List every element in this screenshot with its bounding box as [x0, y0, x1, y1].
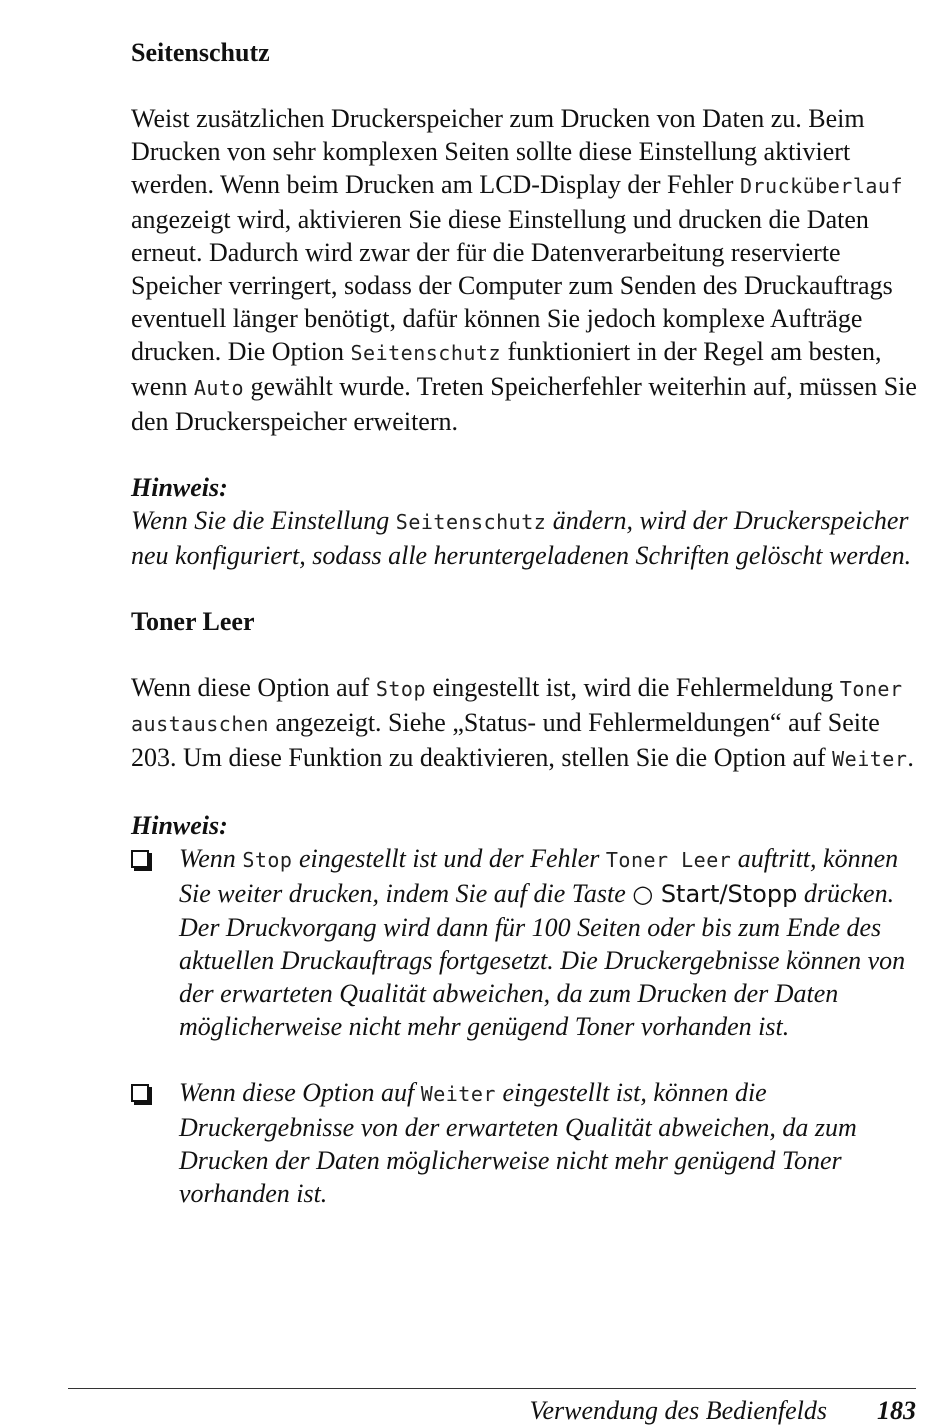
text-run: funktioniert in der Regel am besten, wenn: [131, 337, 882, 401]
text-run: .: [907, 743, 914, 772]
text-run: Wenn: [179, 844, 243, 873]
section-heading-seitenschutz: Seitenschutz: [131, 38, 270, 67]
lcd-message-weiter: Weiter: [420, 1082, 496, 1106]
lcd-message-stop: Stop: [375, 677, 427, 701]
text-run: angezeigt. Siehe „Status- und Fehlermeldungen“ auf Seite 203. Um diese Funktion zu deaktivieren, stellen Sie die Option auf: [131, 708, 880, 772]
text-run: Wenn diese Option auf: [179, 1078, 421, 1107]
note-title: Hinweis:: [131, 473, 228, 502]
lcd-message-weiter: Weiter: [832, 747, 908, 771]
text-run: Wenn diese Option auf: [131, 673, 376, 702]
lcd-message-toner-austauschen: Toner austauschen: [131, 677, 903, 736]
text-run: eingestellt ist, wird die Fehlermeldung: [426, 673, 840, 702]
note-title: Hinweis:: [131, 811, 228, 840]
page-number: 183: [877, 1396, 916, 1425]
page-body: [131, 36, 921, 1210]
lcd-message-stop: Stop: [242, 848, 293, 872]
text-run: auftritt, können Sie weiter drucken, indem Sie auf die Taste: [179, 844, 899, 908]
text-run: ändern, wird der Druckerspeicher neu konfiguriert, sodass alle heruntergeladenen Schriften gelöscht werden.: [131, 506, 912, 570]
list-item: [131, 1076, 921, 1210]
note-text: [131, 504, 921, 572]
checkbox-bullet-icon: [131, 1084, 149, 1102]
lcd-message-seitenschutz: Seitenschutz: [350, 341, 502, 365]
toner-leer-paragraph: [131, 671, 921, 776]
text-run: drücken. Der Druckvorgang wird dann für 100 Seiten oder bis zum Ende des aktuellen Druckauftrags fortgesetzt. Die Druckergebnisse können von der erwarteten Qualität abweichen, da zum Drucken der Daten möglicherweise nicht mehr genügend Toner vorhanden ist.: [179, 879, 906, 1041]
list-item: [131, 842, 921, 1043]
text-run: Wenn Sie die Einstellung: [131, 506, 396, 535]
footer-section-title: Verwendung des Bedienfelds: [529, 1396, 827, 1425]
lcd-message-auto: Auto: [193, 376, 244, 400]
checkbox-bullet-icon: [131, 850, 149, 868]
lcd-message-seitenschutz: Seitenschutz: [395, 510, 547, 534]
section-heading-toner-leer: Toner Leer: [131, 607, 255, 636]
footer-divider: [68, 1388, 916, 1389]
text-run: angezeigt wird, aktivieren Sie diese Einstellung und drucken die Daten erneut. Dadurch wird zwar der für die Datenverarbeitung reservierte Speicher verringert, sodass der Computer zum Senden des Druckauftrags eventuell länger benötigt, dafür können Sie jedoch komplexe Aufträge drucken. Die Option: [131, 205, 893, 366]
text-run: Weist zusätzlichen Druckerspeicher zum Drucken von Daten zu. Beim Drucken von sehr komplexen Seiten sollte diese Einstellung aktiviert werden. Wenn beim Drucken am LCD-Display der Fehler: [131, 104, 865, 199]
page-footer: [530, 1394, 917, 1427]
lcd-message-toner-leer: Toner Leer: [605, 848, 732, 872]
text-run: gewählt wurde. Treten Speicherfehler weiterhin auf, müssen Sie den Druckerspeicher erweitern.: [131, 372, 917, 436]
lcd-message-druckueberlauf: Drucküberlauf: [739, 174, 904, 198]
text-run: eingestellt ist und der Fehler: [292, 844, 606, 873]
start-stop-key-label: ○ Start/Stopp: [632, 880, 798, 908]
text-run: eingestellt ist, können die Druckergebnisse von der erwarteten Qualität abweichen, da zum Drucken der Daten möglicherweise nicht mehr genügend Toner vorhanden ist.: [179, 1078, 857, 1208]
note-bullet-list: [131, 842, 921, 1210]
seitenschutz-paragraph: [131, 102, 921, 438]
